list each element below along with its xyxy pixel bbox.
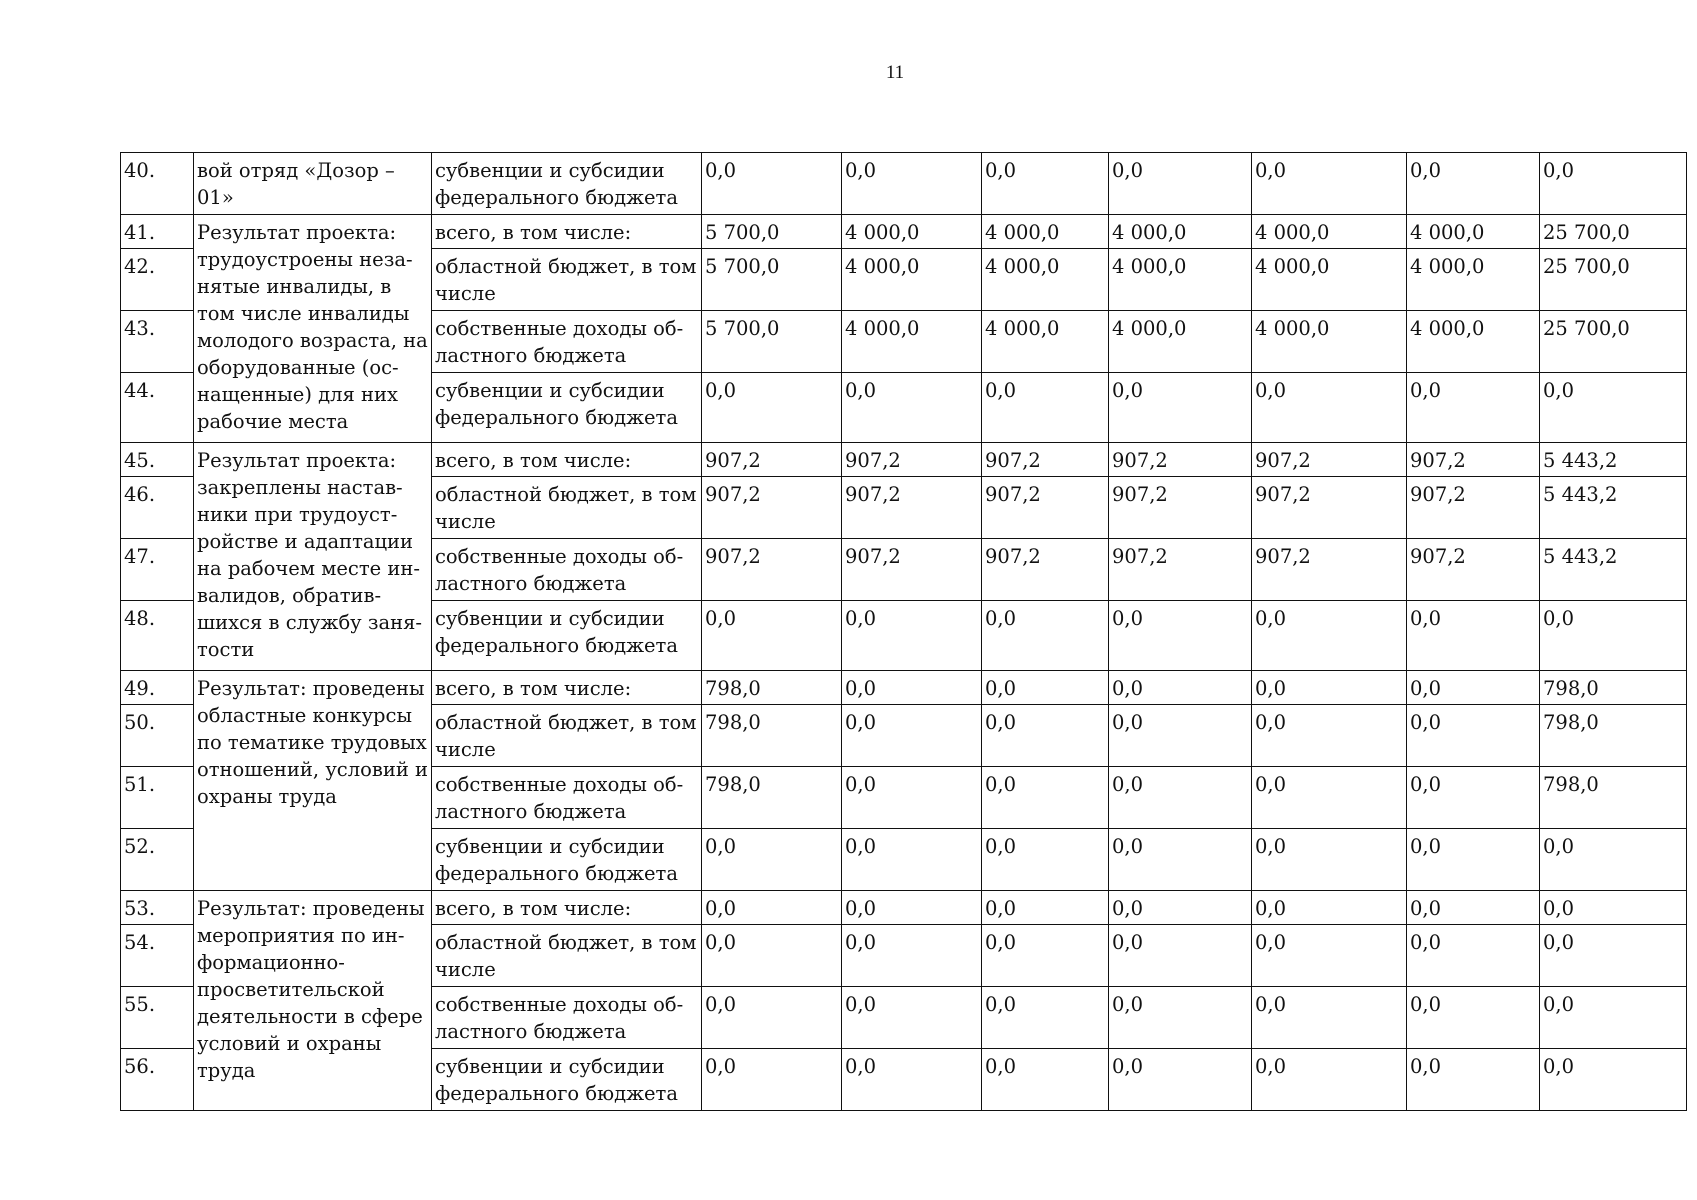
- value-cell: 0,0: [1407, 671, 1540, 705]
- value-cell: 907,2: [982, 477, 1109, 539]
- value-cell: 0,0: [1540, 829, 1687, 891]
- value-cell: 0,0: [1109, 987, 1252, 1049]
- value-cell: 0,0: [842, 373, 982, 443]
- value-cell: 0,0: [702, 829, 842, 891]
- funding-source: областной бюджет, в том числе: [432, 477, 702, 539]
- value-cell: 0,0: [1407, 987, 1540, 1049]
- value-cell: 0,0: [702, 1049, 842, 1111]
- row-number: 47.: [121, 539, 194, 601]
- value-cell: 25 700,0: [1540, 249, 1687, 311]
- funding-source: субвенции и субсидии федерального бюджета: [432, 829, 702, 891]
- value-cell: 5 700,0: [702, 311, 842, 373]
- value-cell: 4 000,0: [982, 249, 1109, 311]
- result-description: Результат: проведены областные конкурсы по тематике трудовых отношений, условий и охраны труда: [194, 671, 432, 891]
- value-cell: 0,0: [1252, 767, 1407, 829]
- value-cell: 907,2: [1407, 477, 1540, 539]
- page-number: 11: [885, 62, 905, 83]
- value-cell: 907,2: [1109, 443, 1252, 477]
- value-cell: 0,0: [842, 1049, 982, 1111]
- row-number: 50.: [121, 705, 194, 767]
- row-number: 45.: [121, 443, 194, 477]
- value-cell: 0,0: [1252, 891, 1407, 925]
- value-cell: 0,0: [842, 705, 982, 767]
- value-cell: 907,2: [1407, 443, 1540, 477]
- value-cell: 907,2: [842, 539, 982, 601]
- table-row: [121, 891, 1687, 925]
- value-cell: 0,0: [1407, 767, 1540, 829]
- value-cell: 0,0: [1252, 671, 1407, 705]
- value-cell: 4 000,0: [842, 249, 982, 311]
- row-number: 46.: [121, 477, 194, 539]
- row-number: 48.: [121, 601, 194, 671]
- value-cell: 4 000,0: [1252, 311, 1407, 373]
- value-cell: 907,2: [842, 477, 982, 539]
- funding-source: собственные доходы об-ластного бюджета: [432, 311, 702, 373]
- row-number: 55.: [121, 987, 194, 1049]
- value-cell: 0,0: [842, 153, 982, 215]
- value-cell: 907,2: [1252, 443, 1407, 477]
- value-cell: 4 000,0: [1109, 249, 1252, 311]
- funding-source: субвенции и субсидии федерального бюджета: [432, 373, 702, 443]
- value-cell: 0,0: [982, 987, 1109, 1049]
- value-cell: 798,0: [702, 767, 842, 829]
- value-cell: 0,0: [982, 705, 1109, 767]
- value-cell: 5 700,0: [702, 249, 842, 311]
- value-cell: 0,0: [702, 373, 842, 443]
- value-cell: 0,0: [842, 829, 982, 891]
- value-cell: 0,0: [1407, 829, 1540, 891]
- value-cell: 907,2: [702, 539, 842, 601]
- value-cell: 5 443,2: [1540, 477, 1687, 539]
- value-cell: 0,0: [842, 925, 982, 987]
- row-number: 40.: [121, 153, 194, 215]
- value-cell: 0,0: [1109, 925, 1252, 987]
- value-cell: 907,2: [1109, 477, 1252, 539]
- value-cell: 0,0: [842, 767, 982, 829]
- funding-source: собственные доходы об-ластного бюджета: [432, 767, 702, 829]
- table-body: [121, 153, 1687, 1111]
- value-cell: 0,0: [1109, 153, 1252, 215]
- value-cell: 5 443,2: [1540, 443, 1687, 477]
- value-cell: 907,2: [1109, 539, 1252, 601]
- value-cell: 907,2: [1407, 539, 1540, 601]
- funding-source: субвенции и субсидии федерального бюджета: [432, 153, 702, 215]
- value-cell: 0,0: [1407, 705, 1540, 767]
- value-cell: 0,0: [702, 153, 842, 215]
- row-number: 42.: [121, 249, 194, 311]
- value-cell: 0,0: [982, 373, 1109, 443]
- row-number: 53.: [121, 891, 194, 925]
- funding-source: областной бюджет, в том числе: [432, 705, 702, 767]
- value-cell: 4 000,0: [1252, 215, 1407, 249]
- value-cell: 0,0: [1407, 153, 1540, 215]
- row-number: 56.: [121, 1049, 194, 1111]
- value-cell: 0,0: [1252, 925, 1407, 987]
- value-cell: 907,2: [702, 477, 842, 539]
- value-cell: 0,0: [1252, 153, 1407, 215]
- value-cell: 4 000,0: [982, 215, 1109, 249]
- value-cell: 0,0: [1407, 601, 1540, 671]
- table-row: [121, 153, 1687, 215]
- result-description: Результат проекта: трудоустроены неза-нятые инвалиды, в том числе инвалиды молодого возраста, на оборудованные (ос-нащенные) для них рабочие места: [194, 215, 432, 443]
- table-row: [121, 671, 1687, 705]
- value-cell: 0,0: [1252, 1049, 1407, 1111]
- funding-source: всего, в том числе:: [432, 215, 702, 249]
- row-number: 51.: [121, 767, 194, 829]
- value-cell: 907,2: [842, 443, 982, 477]
- row-number: 44.: [121, 373, 194, 443]
- funding-source: собственные доходы об-ластного бюджета: [432, 987, 702, 1049]
- value-cell: 0,0: [1540, 373, 1687, 443]
- value-cell: 798,0: [702, 705, 842, 767]
- funding-source: областной бюджет, в том числе: [432, 925, 702, 987]
- value-cell: 0,0: [982, 891, 1109, 925]
- result-description: Результат: проведены мероприятия по ин-формационно-просветительской деятельности в сфере условий и охраны труда: [194, 891, 432, 1111]
- budget-table: [120, 152, 1687, 1111]
- value-cell: 907,2: [982, 443, 1109, 477]
- value-cell: 798,0: [1540, 671, 1687, 705]
- value-cell: 0,0: [842, 987, 982, 1049]
- value-cell: 0,0: [1252, 705, 1407, 767]
- value-cell: 0,0: [1540, 987, 1687, 1049]
- table-row: [121, 443, 1687, 477]
- value-cell: 798,0: [1540, 767, 1687, 829]
- value-cell: 0,0: [1109, 671, 1252, 705]
- value-cell: 0,0: [1540, 601, 1687, 671]
- result-description: Результат проекта: закреплены настав-ники при трудоуст-ройстве и адаптации на рабочем месте ин-валидов, обратив-шихся в службу заня-тости: [194, 443, 432, 671]
- value-cell: 0,0: [1109, 829, 1252, 891]
- row-number: 52.: [121, 829, 194, 891]
- value-cell: 0,0: [1540, 153, 1687, 215]
- value-cell: 0,0: [1109, 373, 1252, 443]
- row-number: 41.: [121, 215, 194, 249]
- row-number: 43.: [121, 311, 194, 373]
- funding-source: всего, в том числе:: [432, 443, 702, 477]
- value-cell: 0,0: [1109, 1049, 1252, 1111]
- value-cell: 0,0: [982, 1049, 1109, 1111]
- value-cell: 0,0: [1252, 829, 1407, 891]
- result-description: вой отряд «Дозор – 01»: [194, 153, 432, 215]
- value-cell: 0,0: [1109, 891, 1252, 925]
- funding-source: собственные доходы об-ластного бюджета: [432, 539, 702, 601]
- value-cell: 907,2: [1252, 477, 1407, 539]
- value-cell: 0,0: [982, 601, 1109, 671]
- value-cell: 0,0: [1407, 373, 1540, 443]
- value-cell: 4 000,0: [982, 311, 1109, 373]
- value-cell: 798,0: [1540, 705, 1687, 767]
- value-cell: 5 443,2: [1540, 539, 1687, 601]
- value-cell: 5 700,0: [702, 215, 842, 249]
- value-cell: 0,0: [982, 829, 1109, 891]
- value-cell: 0,0: [1407, 1049, 1540, 1111]
- value-cell: 0,0: [1109, 767, 1252, 829]
- value-cell: 0,0: [1407, 925, 1540, 987]
- value-cell: 0,0: [842, 891, 982, 925]
- value-cell: 4 000,0: [842, 215, 982, 249]
- value-cell: 907,2: [1252, 539, 1407, 601]
- value-cell: 25 700,0: [1540, 311, 1687, 373]
- value-cell: 0,0: [702, 925, 842, 987]
- value-cell: 798,0: [702, 671, 842, 705]
- funding-source: всего, в том числе:: [432, 671, 702, 705]
- value-cell: 0,0: [982, 671, 1109, 705]
- value-cell: 4 000,0: [1407, 249, 1540, 311]
- value-cell: 0,0: [1407, 891, 1540, 925]
- value-cell: 4 000,0: [1407, 215, 1540, 249]
- value-cell: 0,0: [1252, 987, 1407, 1049]
- value-cell: 0,0: [1109, 601, 1252, 671]
- value-cell: 0,0: [1540, 1049, 1687, 1111]
- funding-source: всего, в том числе:: [432, 891, 702, 925]
- value-cell: 0,0: [1540, 891, 1687, 925]
- value-cell: 907,2: [702, 443, 842, 477]
- value-cell: 0,0: [982, 925, 1109, 987]
- value-cell: 0,0: [1252, 373, 1407, 443]
- value-cell: 0,0: [982, 767, 1109, 829]
- value-cell: 0,0: [1540, 925, 1687, 987]
- value-cell: 4 000,0: [842, 311, 982, 373]
- value-cell: 0,0: [702, 891, 842, 925]
- value-cell: 25 700,0: [1540, 215, 1687, 249]
- value-cell: 4 000,0: [1109, 311, 1252, 373]
- value-cell: 4 000,0: [1407, 311, 1540, 373]
- value-cell: 0,0: [1109, 705, 1252, 767]
- value-cell: 0,0: [702, 987, 842, 1049]
- funding-source: субвенции и субсидии федерального бюджета: [432, 601, 702, 671]
- row-number: 49.: [121, 671, 194, 705]
- value-cell: 0,0: [842, 601, 982, 671]
- row-number: 54.: [121, 925, 194, 987]
- value-cell: 0,0: [982, 153, 1109, 215]
- funding-source: субвенции и субсидии федерального бюджета: [432, 1049, 702, 1111]
- value-cell: 907,2: [982, 539, 1109, 601]
- value-cell: 0,0: [1252, 601, 1407, 671]
- funding-source: областной бюджет, в том числе: [432, 249, 702, 311]
- value-cell: 4 000,0: [1252, 249, 1407, 311]
- value-cell: 0,0: [702, 601, 842, 671]
- value-cell: 4 000,0: [1109, 215, 1252, 249]
- value-cell: 0,0: [842, 671, 982, 705]
- table-row: [121, 215, 1687, 249]
